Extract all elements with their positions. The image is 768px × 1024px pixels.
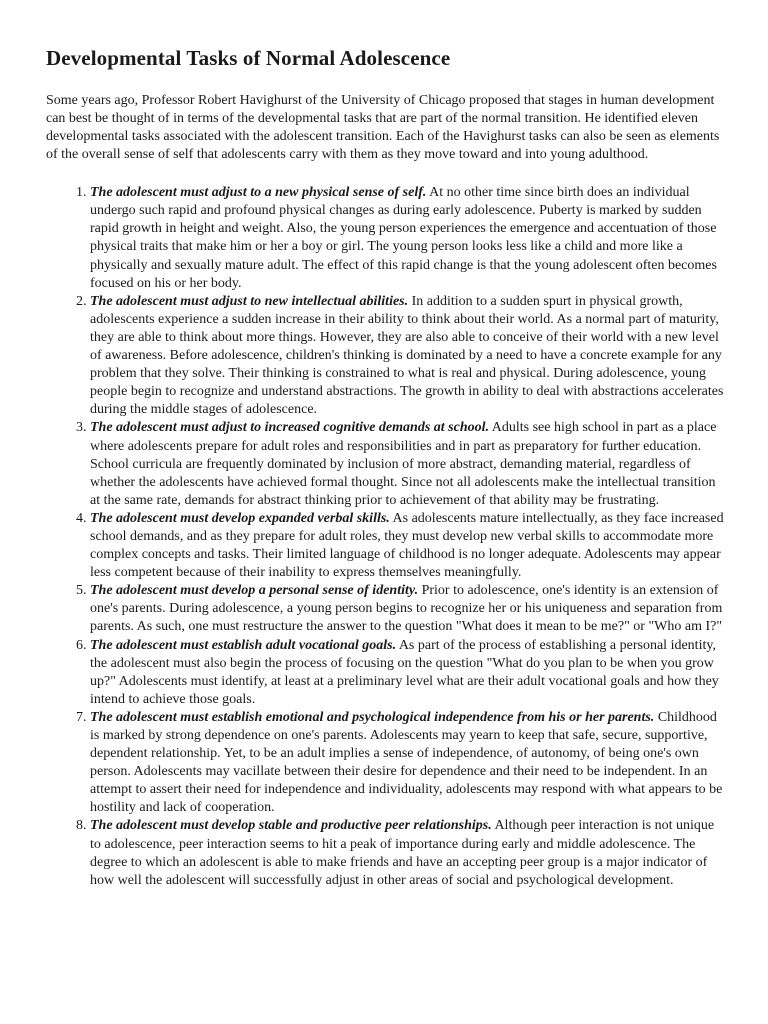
task-body: In addition to a sudden spurt in physical growth, adolescents experience a sudden increase in their ability to think about their world. As a normal part of maturity, they are able to think about more things. However, they are also able to conceive of their world with a new level of awareness. Before adolescence, children's thinking is dominated by a need to have a concrete example for any problem that they solve. Their thinking is constrained to what is real and physical. During adolescence, young people begin to recognize and understand abstractions. The growth in ability to deal with abstractions accelerates during the middle stages of adolescence. [90, 293, 724, 418]
list-item [90, 817, 728, 889]
task-heading: The adolescent must adjust to a new physical sense of self. [90, 185, 427, 201]
list-item [90, 419, 728, 509]
task-heading: The adolescent must develop stable and productive peer relationships. [90, 818, 492, 834]
list-item [90, 637, 728, 709]
task-body: Childhood is marked by strong dependence on one's parents. Adolescents may yearn to keep that safe, secure, supportive, dependent relationship. Yet, to be an adult implies a sense of independence, of autonomy, of being one's own person. Adolescents may vacillate between their desire for dependence and their need to be independent. In an attempt to assert their need for independence and individuality, adolescents may respond with what appears to be hostility and lack of cooperation. [90, 709, 723, 816]
task-body: Prior to adolescence, one's identity is an extension of one's parents. During adolescence, a young person begins to recognize her or his uniqueness and separation from parents. As such, one must restructure the answer to the question "What does it mean to be me?" or "Who am I?" [90, 583, 723, 635]
page-title: Developmental Tasks of Normal Adolescence [46, 46, 451, 70]
list-item [90, 709, 728, 818]
list-item [90, 293, 728, 420]
task-list [46, 184, 728, 890]
task-heading: The adolescent must establish emotional and psychological independence from his or her parents. [90, 709, 655, 725]
task-body: Although peer interaction is not unique to adolescence, peer interaction seems to hit a peak of importance during early and middle adolescence. The degree to which an adolescent is able to make friends and have an accepting peer group is a major indicator of how well the adolescent will successfully adjust in other areas of social and psychological development. [90, 818, 715, 888]
task-body: At no other time since birth does an individual undergo such rapid and profound physical changes as during early adolescence. Puberty is marked by sudden rapid growth in height and weight. Also, the young person experiences the emergence and accentuation of those physical traits that make him or her a boy or girl. The young person looks less like a child and more like a physically and sexually mature adult. The effect of this rapid change is that the young adolescent often becomes focused on his or her body. [90, 185, 717, 291]
task-heading: The adolescent must establish adult vocational goals. [90, 637, 397, 653]
list-item [90, 582, 728, 636]
intro-paragraph: Some years ago, Professor Robert Havighurst of the University of Chicago proposed that stages in human development can best be thought of in terms of the developmental tasks that are part of the normal transition. He identified eleven developmental tasks associated with the adolescent transition. Each of the Havighurst tasks can also be seen as elements of the overall sense of self that adolescents carry with them as they move toward and into young adulthood. [46, 93, 720, 163]
task-body: As part of the process of establishing a personal identity, the adolescent must also begin the process of focusing on the question "What do you plan to be when you grow up?" Adolescents must identify, at least at a preliminary level what are their adult vocational goals and how they intend to achieve those goals. [90, 637, 719, 707]
list-item [90, 510, 728, 582]
task-body: As adolescents mature intellectually, as they face increased school demands, and as they prepare for adult roles, they must develop new verbal skills to accommodate more complex concepts and tasks. Their limited language of childhood is no longer adequate. Adolescents may appear less competent because of their inability to express themselves meaningfully. [90, 510, 724, 581]
task-body: Adults see high school in part as a place where adolescents prepare for adult roles and responsibilities and in part as preparatory for further education. School curricula are frequently dominated by inclusion of more abstract, demanding material, regardless of whether the adolescents have achieved formal thought. Since not all adolescents make the intellectual transition at the same rate, demands for abstract thinking prior to achievement of that ability may be frustrating. [90, 420, 717, 508]
task-heading: The adolescent must adjust to new intellectual abilities. [90, 293, 409, 309]
task-heading: The adolescent must adjust to increased cognitive demands at school. [90, 420, 489, 436]
task-heading: The adolescent must develop a personal sense of identity. [90, 583, 419, 599]
list-item [90, 184, 728, 293]
task-heading: The adolescent must develop expanded verbal skills. [90, 510, 390, 526]
